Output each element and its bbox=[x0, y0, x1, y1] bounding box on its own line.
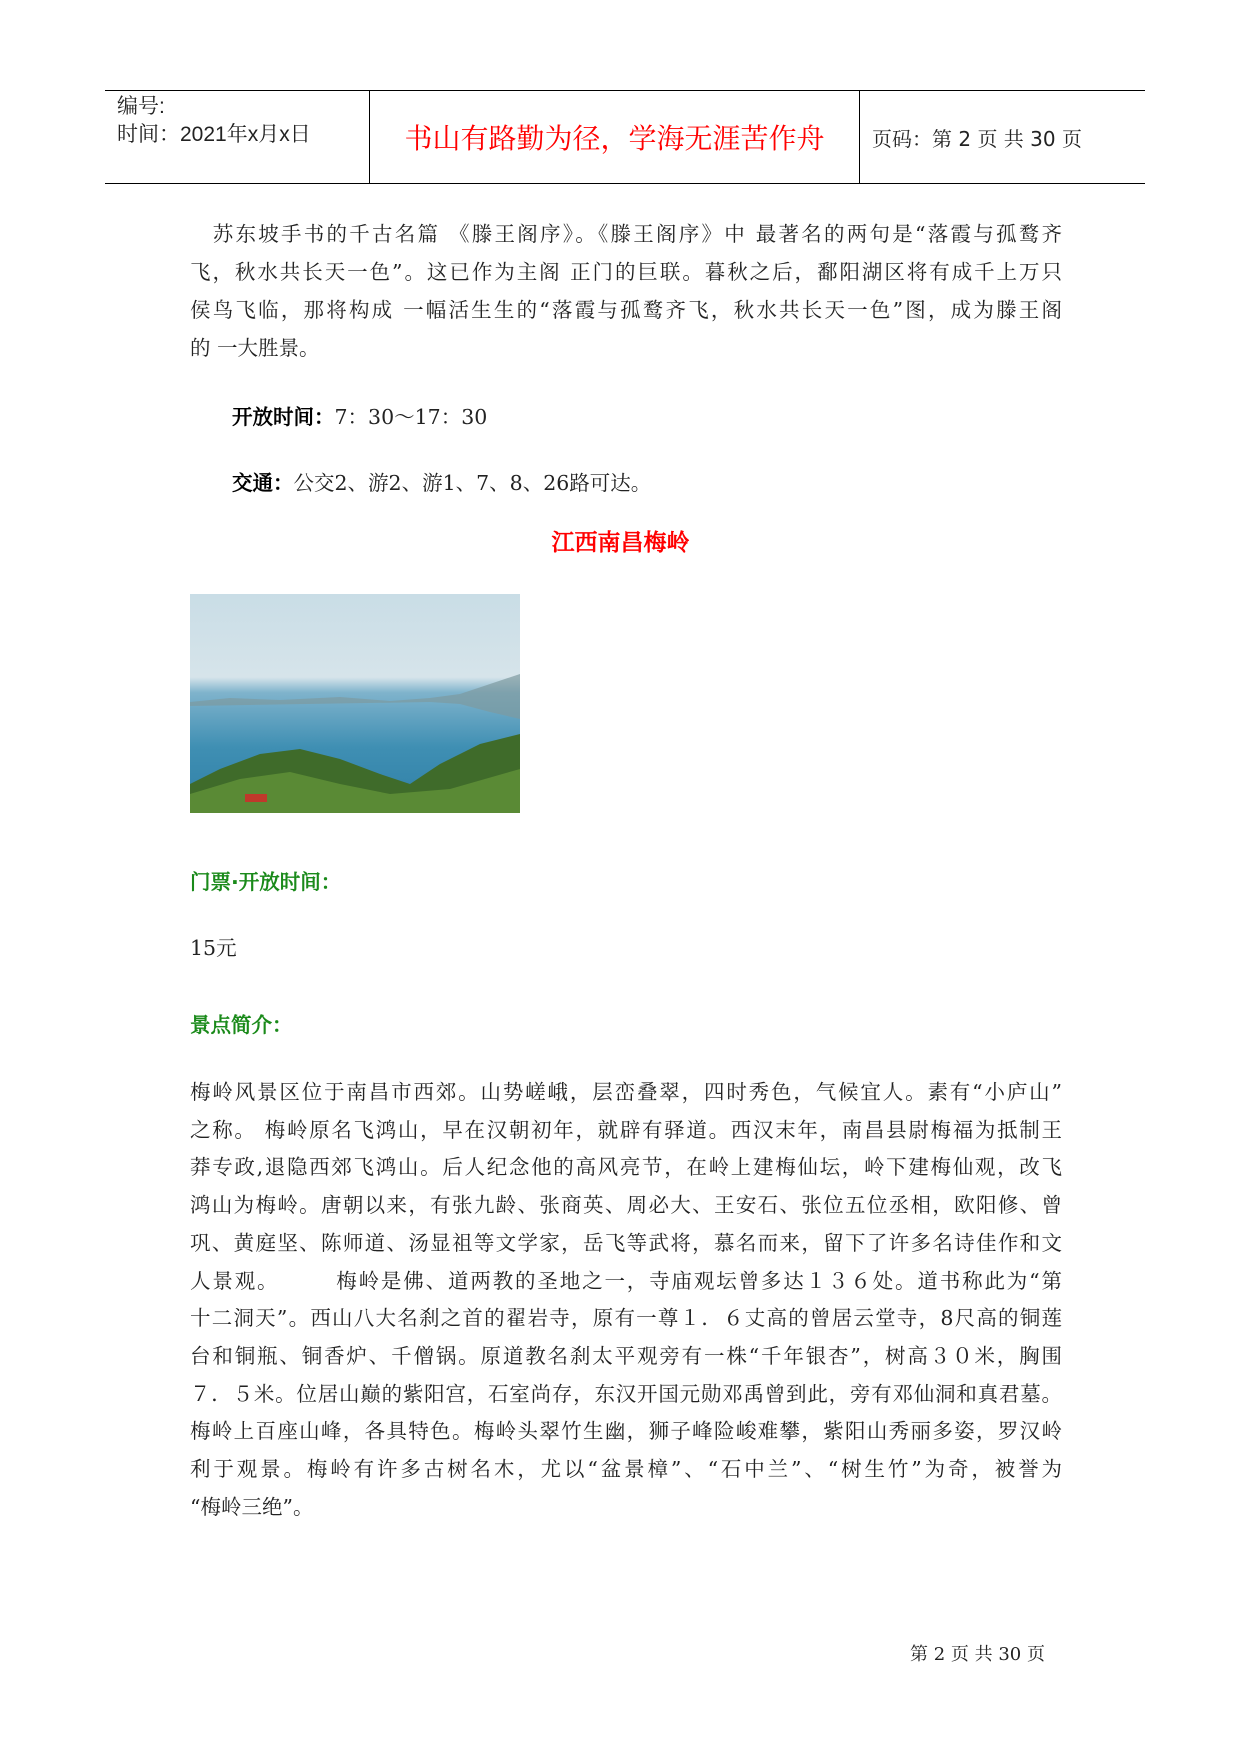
text-line: 鸿山为梅岭。唐朝以来，有张九龄、张商英、周必大、王安石、张位五位丞相，欧阳修、曾 bbox=[190, 1193, 1062, 1218]
meiling-lake-photo bbox=[190, 594, 520, 813]
text-line: “梅岭三绝”。 bbox=[190, 1494, 314, 1519]
opening-hours-label: 开放时间： bbox=[232, 405, 335, 429]
opening-hours-value: 7：30～17：30 bbox=[334, 405, 488, 429]
text-line: 的 一大胜景。 bbox=[190, 336, 320, 360]
text-line: 梅岭风景区位于南昌市西郊。山势嵯峨，层峦叠翠，四时秀色，气候宜人。素有“小庐山” bbox=[190, 1080, 1062, 1104]
section-title: 江西南昌梅岭 bbox=[551, 530, 690, 556]
traffic-value: 公交2、游2、游1、7、8、26路可达。 bbox=[293, 471, 652, 495]
text-line: 十二洞天”。西山八大名刹之首的翟岩寺，原有一尊１．６丈高的曾居云堂寺，8尺高的铜莲 bbox=[190, 1306, 1062, 1331]
traffic-label: 交通： bbox=[232, 471, 294, 495]
text-line: 巩、黄庭坚、陈师道、汤显祖等文学家，岳飞等武将，慕名而来，留下了许多名诗佳作和文 bbox=[190, 1230, 1062, 1255]
text-line: ７．５米。位居山巅的紫阳宫，石室尚存，东汉开国元勋邓禹曾到此，旁有邓仙洞和真君墓。 bbox=[190, 1381, 1062, 1406]
text-line: 人景观。 梅岭是佛、道两教的圣地之一，寺庙观坛曾多达１３６处。道书称此为“第 bbox=[190, 1268, 1062, 1293]
intro-label: 景点简介： bbox=[190, 1013, 293, 1037]
page-header bbox=[105, 90, 1145, 184]
text-line: 苏东坡手书的千古名篇 《滕王阁序》。《滕王阁序》中 最著名的两句是“落霞与孤鹜齐 bbox=[190, 222, 1062, 246]
text-line: 利于观景。梅岭有许多古树名木，尤以“盆景樟”、“石中兰”、“树生竹”为奇，被誉为 bbox=[190, 1457, 1062, 1481]
text-line: 之称。 梅岭原名飞鸿山，早在汉朝初年，就辟有驿道。西汉末年，南昌县尉梅福为抵制王 bbox=[190, 1117, 1062, 1142]
text-line: 飞，秋水共长天一色”。这已作为主阁 正门的巨联。暮秋之后，鄱阳湖区将有成千上万只 bbox=[190, 260, 1062, 284]
header-meta bbox=[105, 91, 370, 183]
landscape-image bbox=[190, 594, 520, 813]
text-line: 莽专政,退隐西郊飞鸿山。后人纪念他的高风亮节，在岭上建梅仙坛，岭下建梅仙观，改飞 bbox=[190, 1155, 1062, 1180]
text-line: 台和铜瓶、铜香炉、千僧锅。原道教名刹太平观旁有一株“千年银杏”，树高３０米，胸围 bbox=[190, 1343, 1062, 1368]
doc-number-label: 编号: bbox=[117, 95, 165, 118]
text-line: 梅岭上百座山峰，各具特色。梅岭头翠竹生幽，狮子峰险峻难攀，紫阳山秀丽多姿，罗汉岭 bbox=[190, 1419, 1062, 1444]
page-footer: 第 2 页 共 30 页 bbox=[910, 1644, 1045, 1665]
opening-hours bbox=[232, 402, 487, 432]
header-page-number: 页码：第 2 页 共 30 页 bbox=[872, 126, 1082, 151]
doc-date-label: 时间：2021年x月x日 bbox=[117, 123, 311, 146]
ticket-price: 15元 bbox=[190, 936, 237, 960]
text-line: 侯鸟飞临，那将构成 一幅活生生的“落霞与孤鹜齐飞，秋水共长天一色”图，成为滕王阁 bbox=[190, 298, 1062, 322]
traffic-info bbox=[232, 468, 651, 498]
ticket-label: 门票·开放时间： bbox=[190, 870, 342, 894]
header-motto: 书山有路勤为径，学海无涯苦作舟 bbox=[370, 91, 860, 183]
